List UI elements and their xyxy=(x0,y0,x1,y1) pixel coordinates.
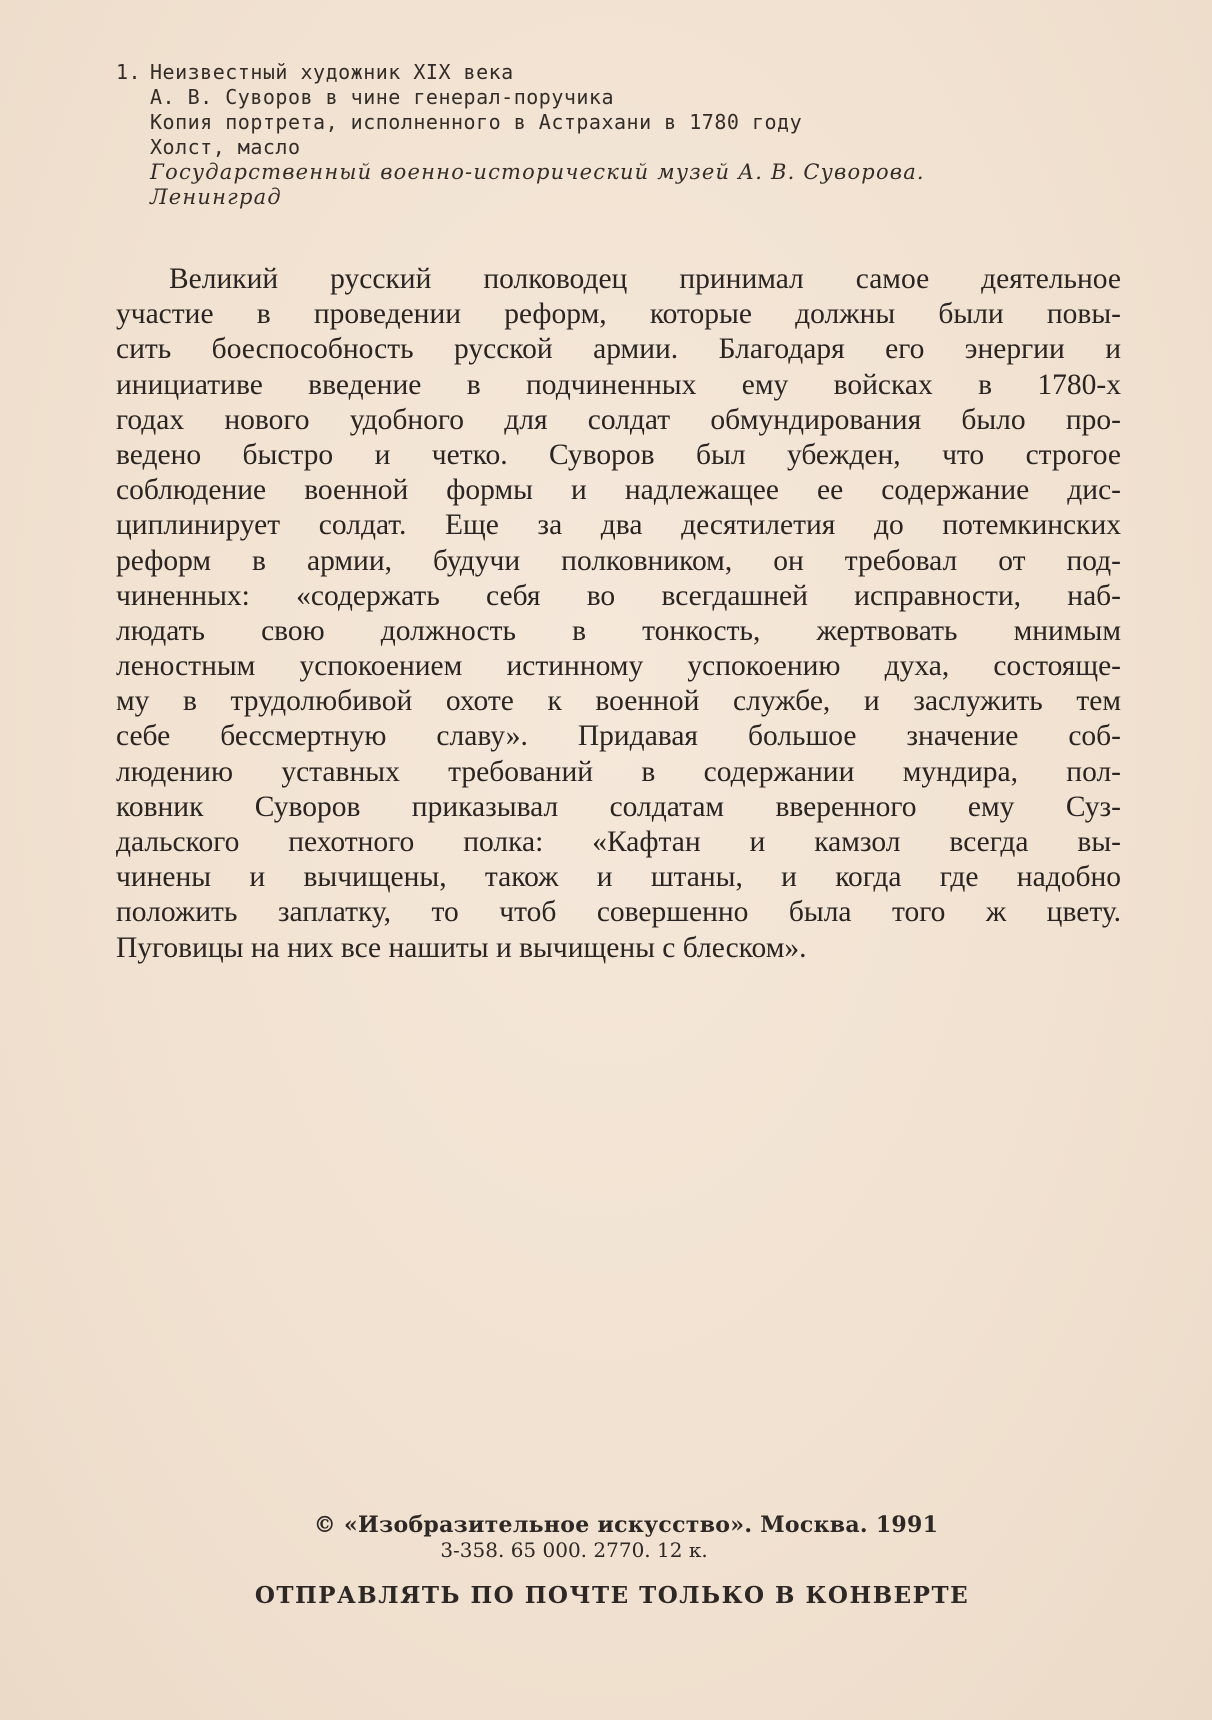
caption-medium: Холст, масло xyxy=(150,135,301,159)
caption-museum: Государственный военно-исторический музей А. В. Суворова. xyxy=(150,160,925,184)
caption-museum-row xyxy=(116,160,1016,185)
text-line: реформ в армии, будучи полковником, он требовал от под- xyxy=(116,544,1121,577)
publisher-line: © «Изобразительное искусство». Москва. 1991 xyxy=(313,1512,939,1538)
caption-copy-row xyxy=(116,110,1016,135)
text-line: соблюдение военной формы и надлежащее ее содержание дис- xyxy=(116,474,1121,507)
print-codes: 3-358. 65 000. 2770. 12 к. xyxy=(440,1538,708,1562)
caption-title: А. В. Суворов в чине генерал-поручика xyxy=(150,85,615,109)
text-line: Великий русский полководец принимал самое деятельное xyxy=(169,263,1121,295)
caption-title-row xyxy=(116,85,1016,110)
caption-artist: Неизвестный художник XIX века xyxy=(150,60,514,84)
text-line: му в трудолюбивой охоте к военной службе, и заслужить тем xyxy=(116,685,1121,718)
text-line: дальского пехотного полка: «Кафтан и камзол всегда вы- xyxy=(116,826,1121,858)
publisher-imprint xyxy=(0,1512,1212,1609)
caption-city-row xyxy=(116,185,1016,210)
text-line: чинены и вычищены, також и штаны, и когда где надобно xyxy=(116,861,1121,894)
caption-city: Ленинград xyxy=(150,185,282,209)
caption-copy-note: Копия портрета, исполненного в Астрахани в 1780 году xyxy=(150,110,803,134)
text-line: чиненных: «содержать себя во всегдашней исправности, наб- xyxy=(116,579,1121,612)
description-text xyxy=(116,262,1121,966)
text-line: людению уставных требований в содержании мундира, пол- xyxy=(116,755,1121,788)
caption-artist-row xyxy=(116,60,1016,85)
mailing-notice: ОТПРАВЛЯТЬ ПО ПОЧТЕ ТОЛЬКО В КОНВЕРТЕ xyxy=(254,1582,970,1609)
text-line: леностным успокоением истинному успокоению духа, состояще- xyxy=(116,650,1121,683)
text-line: ведено быстро и четко. Суворов был убежден, что строгое xyxy=(116,438,1121,471)
text-line: себе бессмертную славу». Придавая большое значение соб- xyxy=(116,720,1121,753)
caption-number: 1. xyxy=(116,60,142,84)
text-line: Пуговицы на них все нашиты и вычищены с блеском». xyxy=(116,931,807,964)
text-line: годах нового удобного для солдат обмундирования было про- xyxy=(116,403,1121,436)
text-line: инициативе введение в подчиненных ему войсках в 1780-х xyxy=(116,368,1121,401)
text-line: ковник Суворов приказывал солдатам вверенного ему Суз- xyxy=(116,790,1121,823)
text-line: сить боеспособность русской армии. Благодаря его энергии и xyxy=(116,333,1121,366)
text-line: участие в проведении реформ, которые должны были повы- xyxy=(116,298,1121,331)
text-line: циплинирует солдат. Еще за два десятилетия до потемкинских xyxy=(116,509,1121,542)
text-line: положить заплатку, то чтоб совершенно была того ж цвету. xyxy=(116,896,1121,929)
artwork-caption xyxy=(116,60,1016,210)
caption-medium-row xyxy=(116,135,1016,160)
text-line: людать свою должность в тонкость, жертвовать мнимым xyxy=(116,614,1121,647)
